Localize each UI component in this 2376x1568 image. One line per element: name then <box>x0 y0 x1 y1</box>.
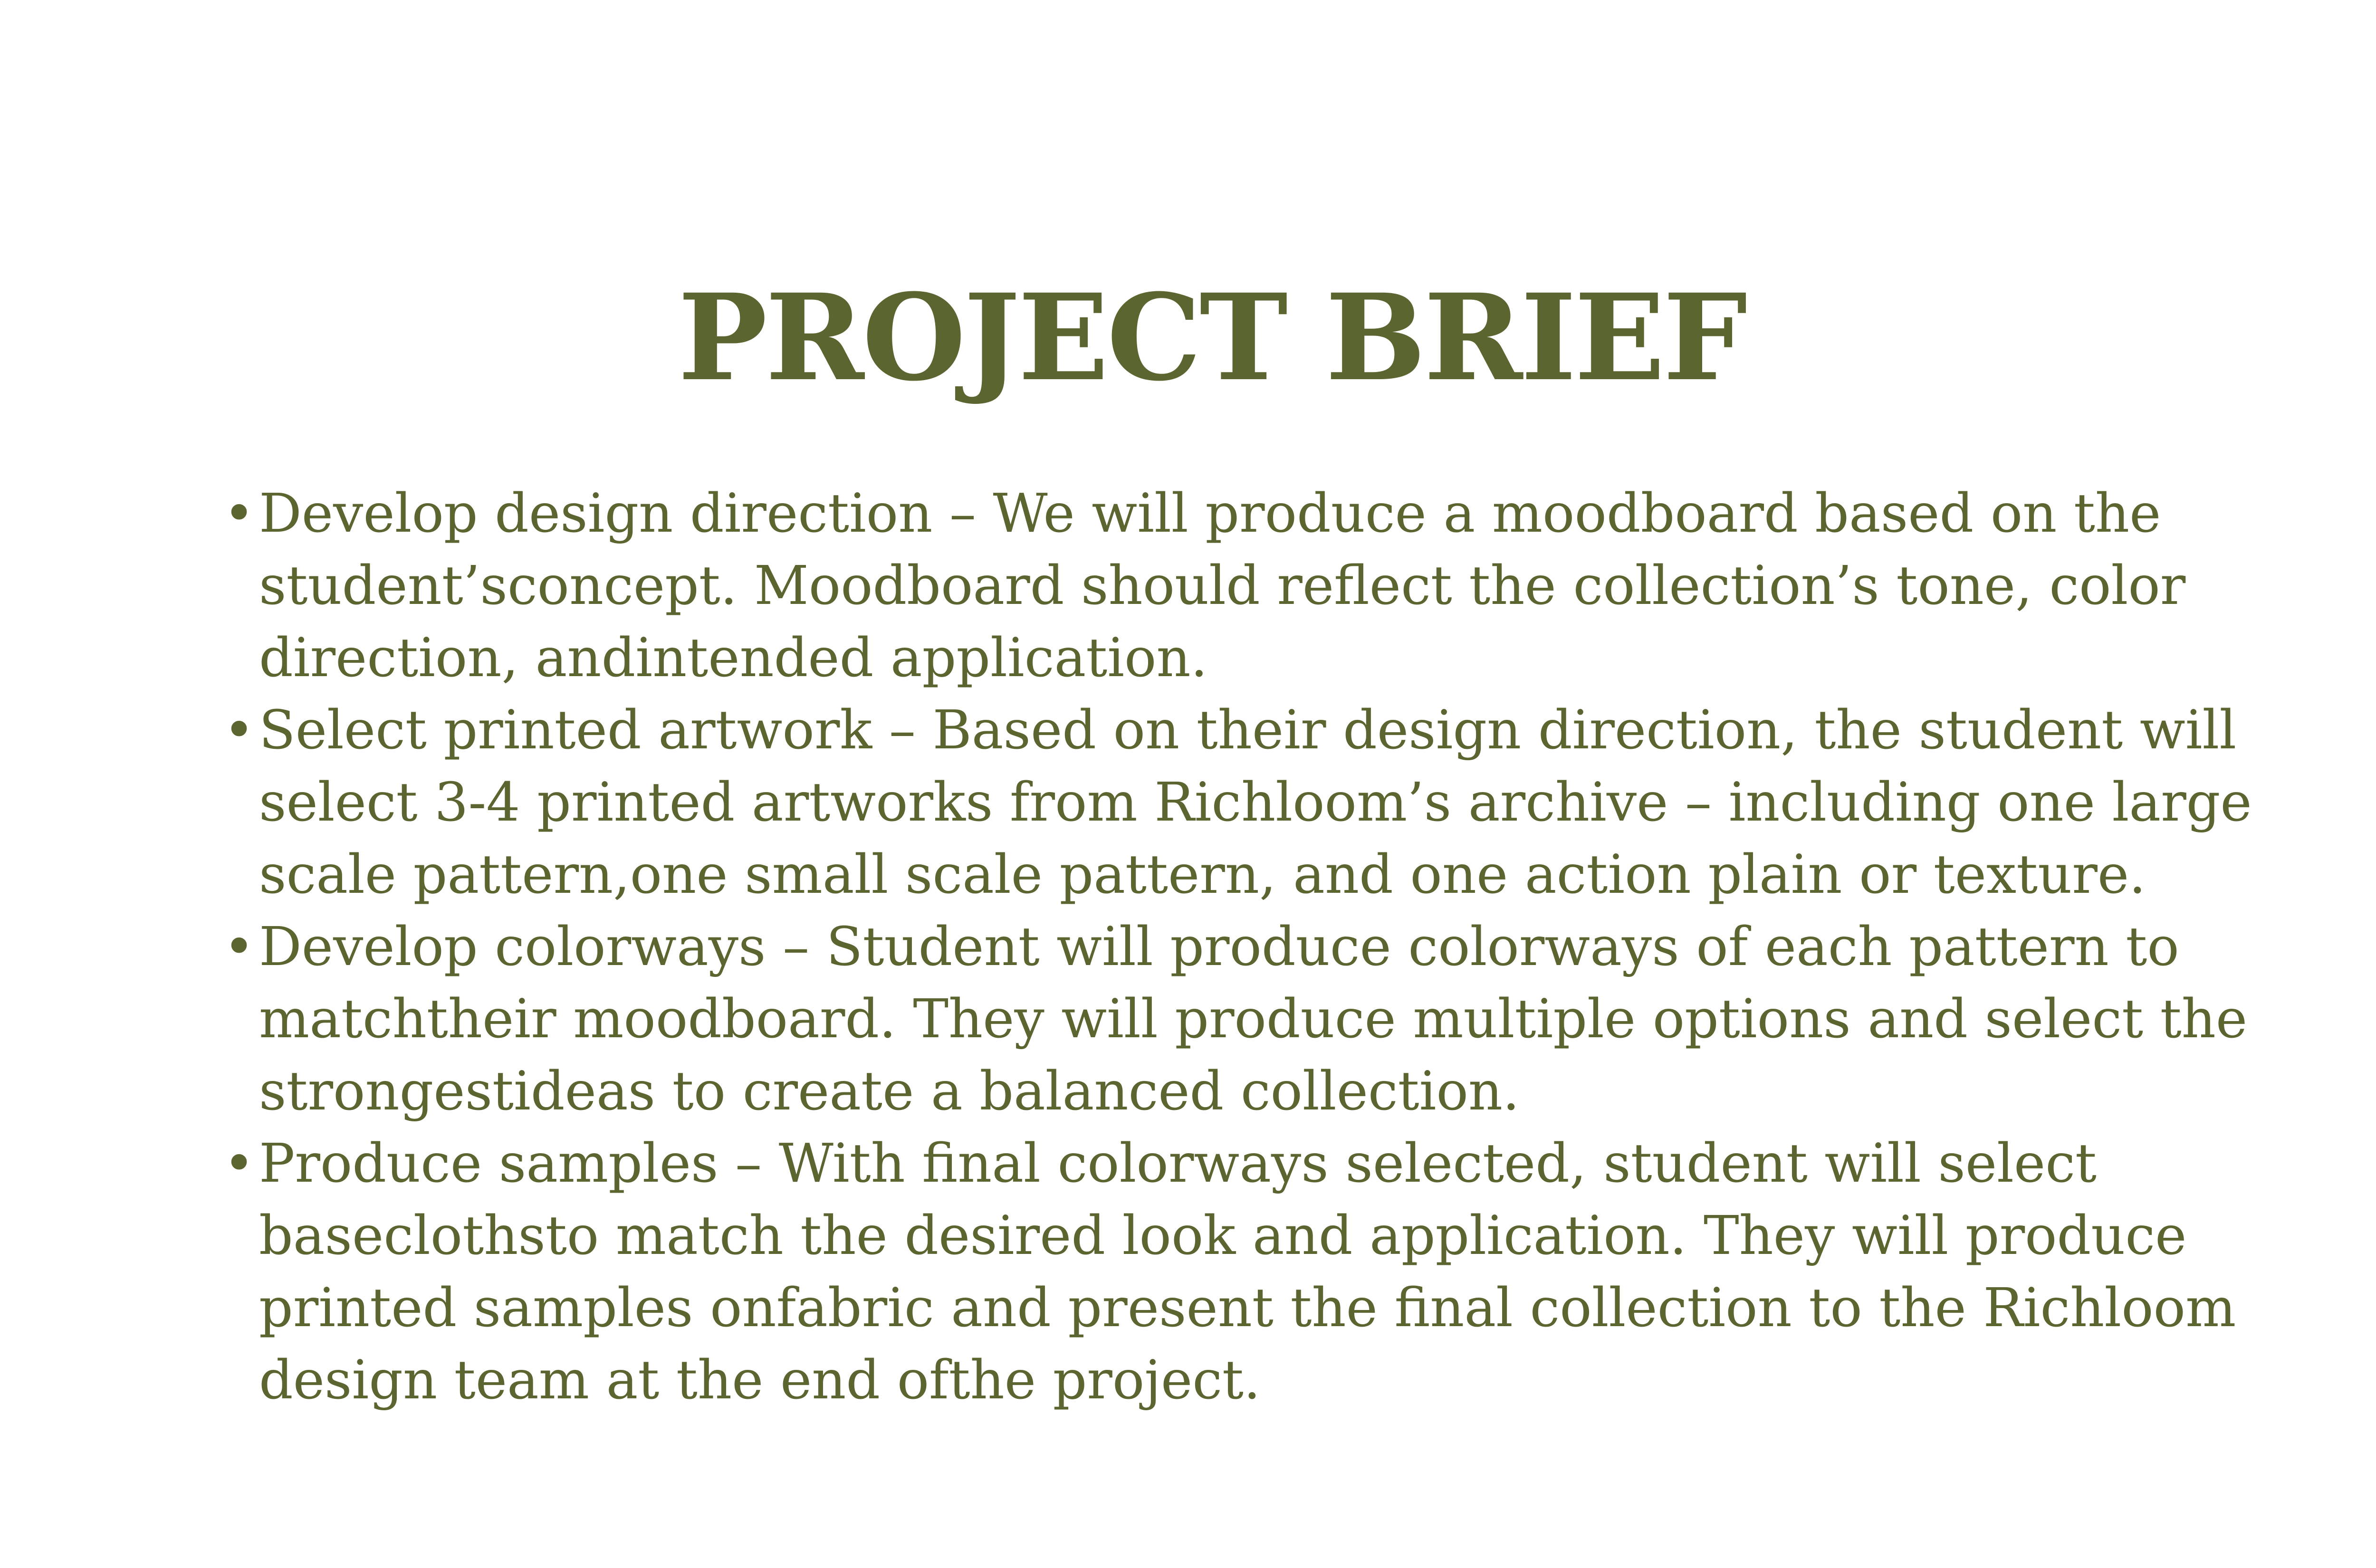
bullet-text: Produce samples – With final colorways selected, student will select baseclothsto match the desired look and application. They will produce printed samples onfabric and present the final collection to the Richloom design team at the end ofthe project. <box>259 1133 2236 1411</box>
bullet-icon: • <box>223 916 255 978</box>
bullet-text: Select printed artwork – Based on their design direction, the student will select 3-4 printed artworks from Richloom’s archive – including one large scale pattern,one small scale pattern, and one action plain or texture. <box>259 699 2252 906</box>
bullet-icon: • <box>223 1133 255 1195</box>
bullet-text: Develop design direction – We will produce a moodboard based on the student’sconcept. Moodboard should reflect the collection’s tone, color direction, andintended application. <box>259 483 2186 689</box>
bullet-item-samples <box>223 1128 2290 1416</box>
bullet-icon: • <box>223 483 255 545</box>
bullet-item-colorways <box>223 911 2290 1128</box>
bullet-item-design-direction <box>223 478 2290 694</box>
bullet-icon: • <box>223 699 255 761</box>
bullet-text: Develop colorways – Student will produce colorways of each pattern to matchtheir moodboard. They will produce multiple options and select the strongestideas to create a balanced collection. <box>259 916 2248 1122</box>
bullet-list <box>223 478 2290 1416</box>
slide-title: PROJECT BRIEF <box>678 268 1746 407</box>
bullet-item-printed-artwork <box>223 694 2290 911</box>
